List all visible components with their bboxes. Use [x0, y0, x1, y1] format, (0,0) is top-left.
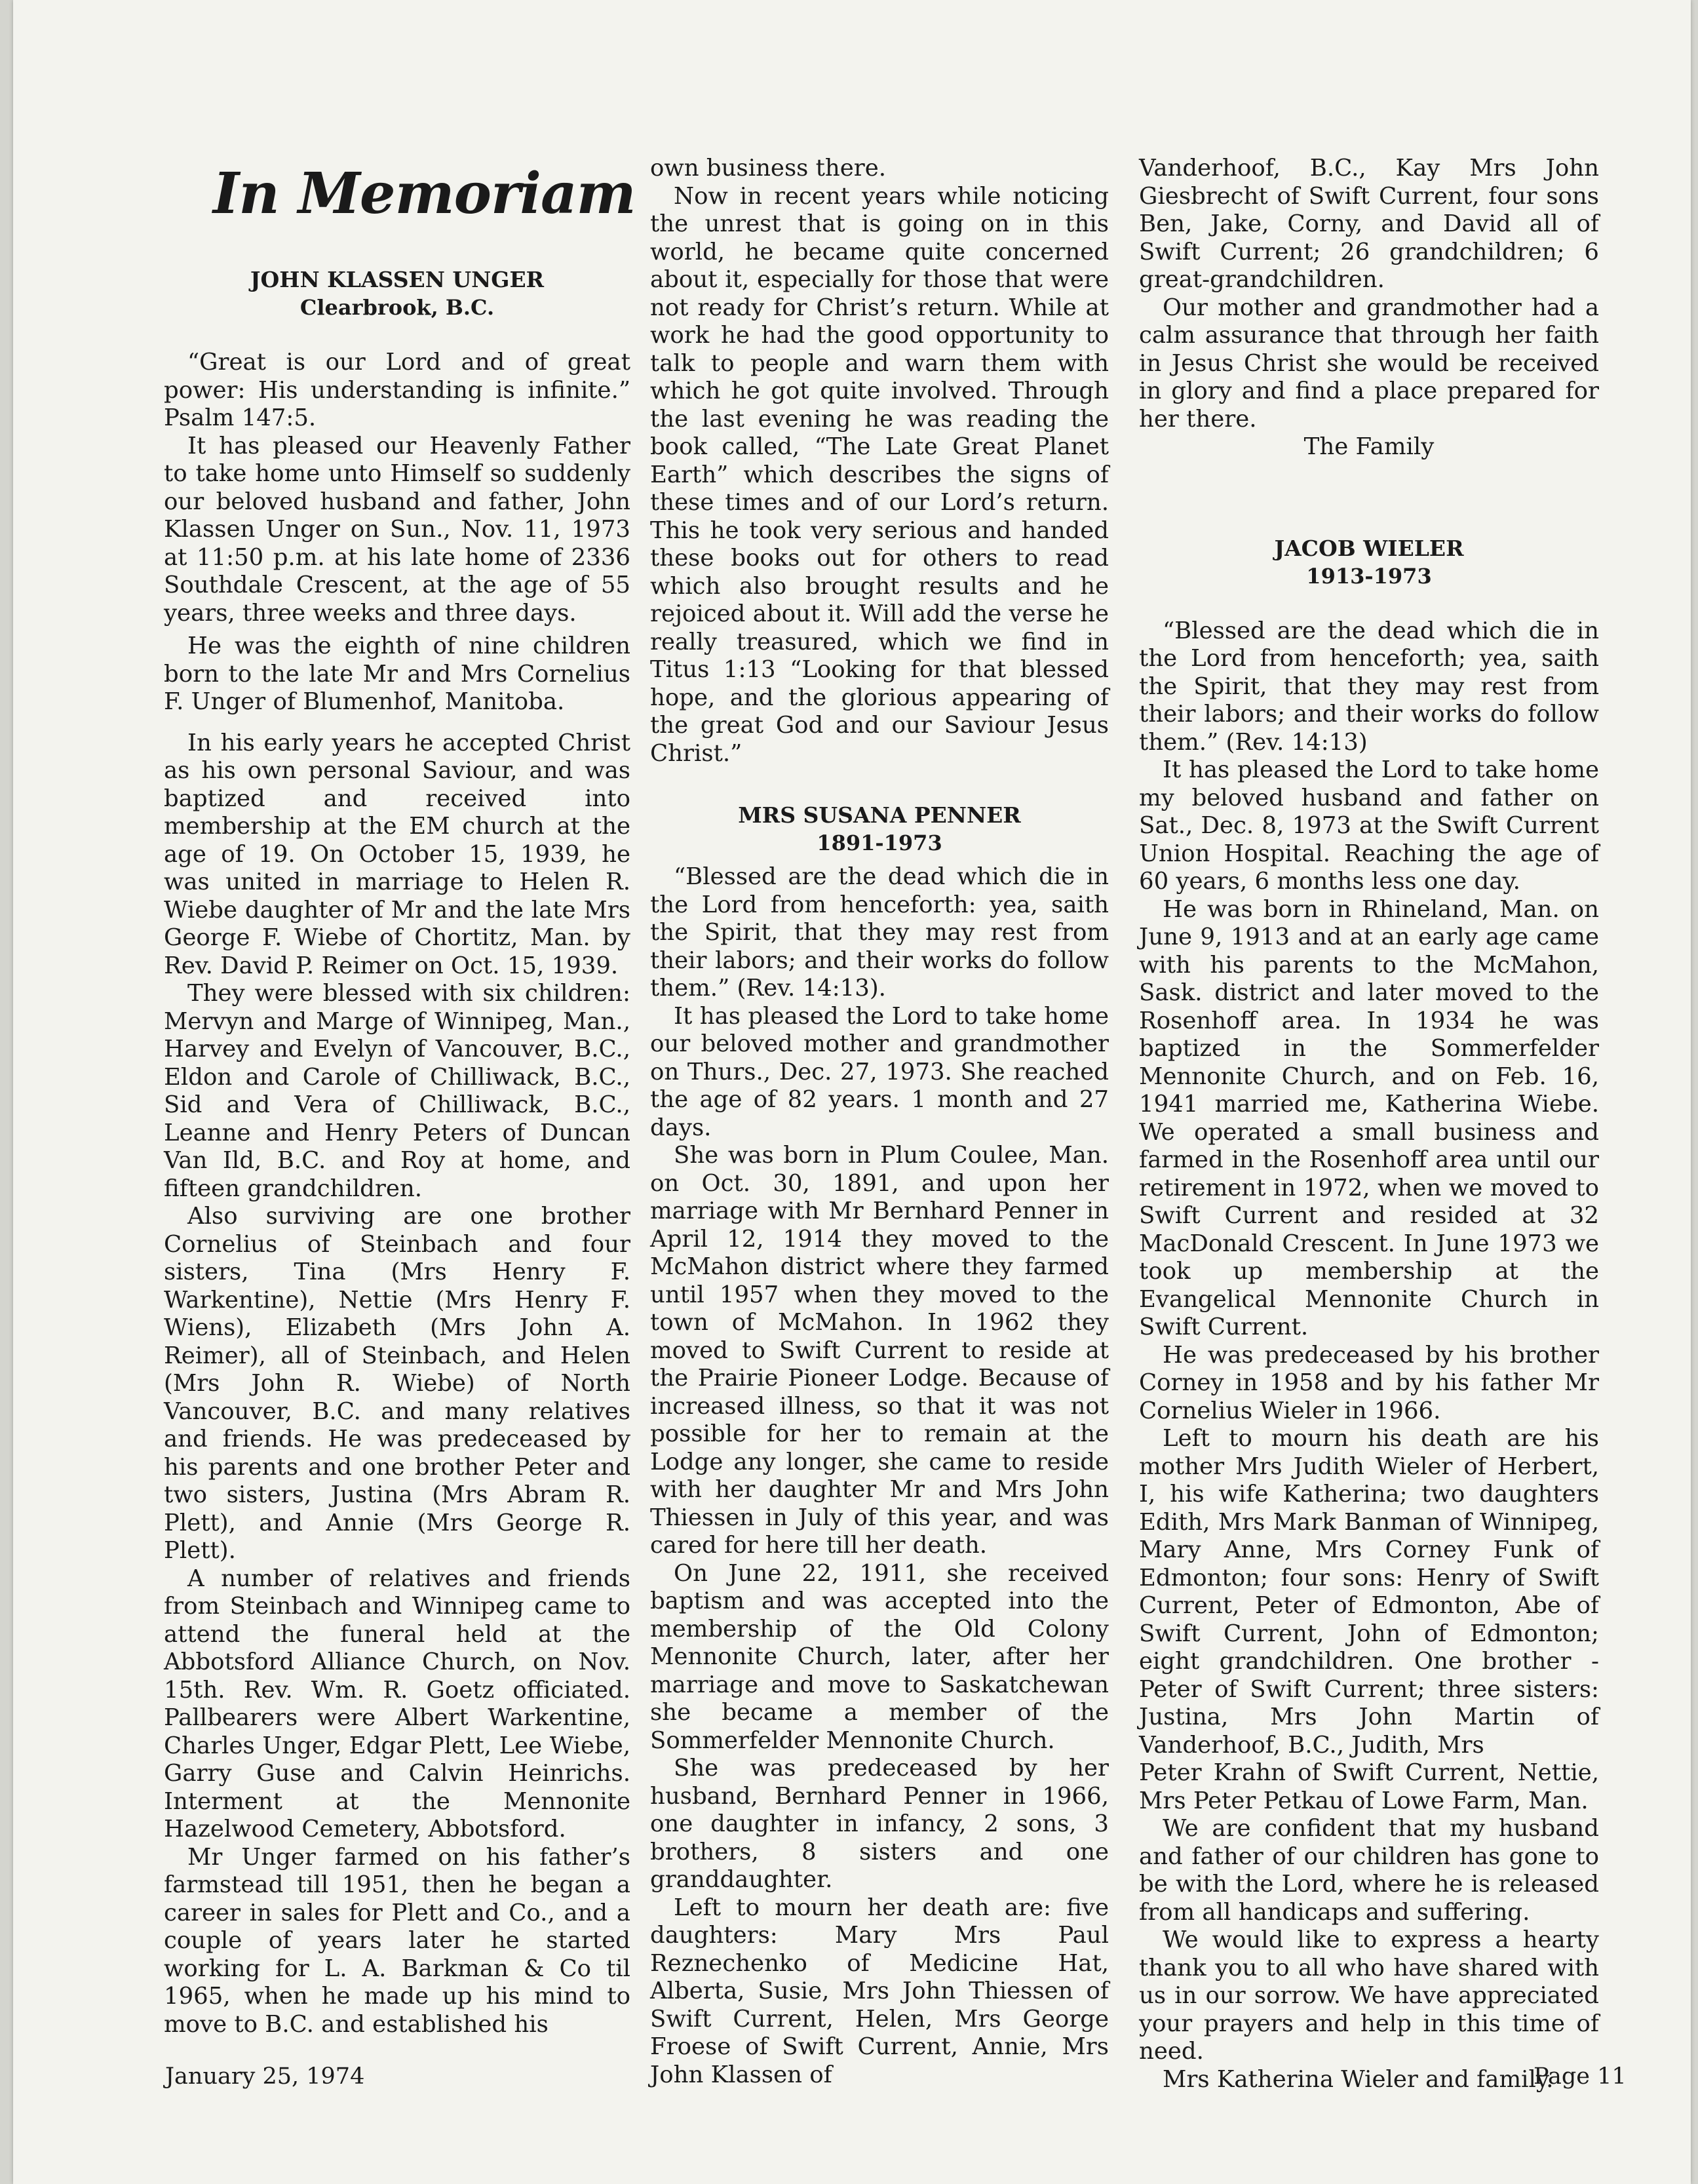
paragraph: Mr Unger farmed on his father’s farmstead till 1951, then he began a career in sales for Plett and Co., and a couple of years later he started working for L. A. Barkman & Co til 1965, when he made up his mind to move to B.C. and established his — [164, 1843, 630, 2038]
obituary-name: JOHN KLASSEN UNGER — [250, 267, 545, 292]
paragraph: “Great is our Lord and of great power: His understanding is infinite.” Psalm 147:5. — [164, 349, 630, 431]
paragraph: Our mother and grandmother had a calm assurance that through her faith in Jesus Christ she would be received in glory and find a place prepared for her there. — [1139, 294, 1599, 433]
paragraph: Left to mourn his death are his mother Mrs Judith Wieler of Herbert, I, his wife Katherina; two daughters Edith, Mrs Mark Banman of Winnipeg, Mary Anne, Mrs Corney Funk of Edmonton; four sons: Henry of Swift Current, Peter of Edmonton, Abe of Swift Current, John of Edmonton; eight grandchildren. One brother - Peter of Swift Current; three sisters: Justina, Mrs John Martin of Vanderhoof, B.C., Judith, Mrs — [1139, 1425, 1599, 1759]
paragraph: She was born in Plum Coulee, Man. on Oct. 30, 1891, and upon her marriage with Mr Bernhard Penner in April 12, 1914 they moved to the McMahon district where they farmed until 1957 when they moved to the town of McMahon. In 1962 they moved to Swift Current to reside at the Prairie Pioneer Lodge. Because of increased illness, so that it was not possible for her to remain at the Lodge any longer, she came to reside with her daughter Mr and Mrs John Thiessen in July of this year, and was cared for here till her death. — [650, 1142, 1109, 1559]
paragraph: He was the eighth of nine children born to the late Mr and Mrs Cornelius F. Unger of Blumenhof, Manitoba. — [164, 633, 630, 715]
paragraph: own business there. — [650, 155, 887, 182]
issue-date: January 25, 1974 — [165, 2063, 365, 2090]
paragraph: Left to mourn her death are: five daughters: Mary Mrs Paul Reznechenko of Medicine Hat, Alberta, Susie, Mrs John Thiessen of Swift Current, Helen, Mrs George Froese of Swift Current, Annie, Mrs John Klassen of — [650, 1894, 1109, 2088]
paragraph: We are confident that my husband and father of our children has gone to be with the Lord, where he is released from all handicaps and suffering. — [1139, 1815, 1599, 1926]
paragraph: Peter Krahn of Swift Current, Nettie, Mrs Peter Petkau of Lowe Farm, Man. — [1139, 1759, 1599, 1814]
obituary-name: JACOB WIELER — [1274, 535, 1464, 561]
paragraph: It has pleased the Lord to take home my beloved husband and father on Sat., Dec. 8, 1973 at the Swift Current Union Hospital. Reaching the age of 60 years, 6 months less one day. — [1139, 756, 1599, 895]
paragraph: It has pleased our Heavenly Father to take home unto Himself so suddenly our beloved husband and father, John Klassen Unger on Sun., Nov. 11, 1973 at 11:50 p.m. at his late home of 2336 Southdale Crescent, at the age of 55 years, three weeks and three days. — [164, 432, 630, 627]
paragraph: They were blessed with six children: Mervyn and Marge of Winnipeg, Man., Harvey and Evelyn of Vancouver, B.C., Eldon and Carole of Chilliwack, B.C., Sid and Vera of Chilliwack, B.C., Leanne and Henry Peters of Duncan Van Ild, B.C. and Roy at home, and fifteen grandchildren. — [164, 980, 630, 1202]
paragraph: It has pleased the Lord to take home our beloved mother and grandmother on Thurs., Dec. 27, 1973. She reached the age of 82 years. 1 month and 27 days. — [650, 1002, 1109, 1141]
page-title: In Memoriam — [213, 161, 636, 227]
column-3 — [1139, 155, 1599, 2094]
signature: Mrs Katherina Wieler and family. — [1163, 2065, 1554, 2093]
obituary-subtitle: 1913-1973 — [1306, 563, 1432, 589]
obituary-name: MRS SUSANA PENNER — [738, 802, 1021, 828]
column-2 — [650, 155, 1109, 2089]
paragraph: A number of relatives and friends from Steinbach and Winnipeg came to attend the funeral held at the Abbotsford Alliance Church, on Nov. 15th. Rev. Wm. R. Goetz officiated. Pallbearers were Albert Warkentine, Charles Unger, Edgar Plett, Lee Wiebe, Garry Guse and Calvin Heinrichs. Interment at the Mennonite Hazelwood Cemetery, Abbotsford. — [164, 1565, 630, 1843]
paragraph: “Blessed are the dead which die in the Lord from henceforth: yea, saith the Spirit, that they may rest from their labors; and their works do follow them.” (Rev. 14:13). — [650, 863, 1109, 1002]
paragraph: She was predeceased by her husband, Bernhard Penner in 1966, one daughter in infancy, 2 sons, 3 brothers, 8 sisters and one granddaughter. — [650, 1755, 1109, 1893]
paragraph: Vanderhoof, B.C., Kay Mrs John Giesbrecht of Swift Current, four sons Ben, Jake, Corny, and David all of Swift Current; 26 grandchildren; 6 great-grandchildren. — [1139, 155, 1599, 293]
paragraph: “Blessed are the dead which die in the Lord from henceforth; yea, saith the Spirit, that they may rest from their labors; and their works do follow them.” (Rev. 14:13) — [1139, 617, 1599, 756]
page-number: Page 11 — [1534, 2063, 1627, 2090]
obituary-subtitle: 1891-1973 — [817, 830, 942, 855]
paragraph: He was born in Rhineland, Man. on June 9, 1913 and at an early age came with his parents to the McMahon, Sask. district and later moved to the Rosenhoff area. In 1934 he was baptized in the Sommerfelder Mennonite Church, and on Feb. 16, 1941 married me, Katherina Wiebe. We operated a small business and farmed in the Rosenhoff area until our retirement in 1972, when we moved to Swift Current and resided at 32 MacDonald Crescent. In June 1973 we took up membership at the Evangelical Mennonite Church in Swift Current. — [1139, 895, 1599, 1340]
paragraph: Now in recent years while noticing the unrest that is going on in this world, he became quite concerned about it, especially for those that were not ready for Christ’s return. While at work he had the good opportunity to talk to people and warn them with which he got quite involved. Through the last evening he was reading the book called, “The Late Great Planet Earth” which describes the signs of these times and of our Lord’s return. This he took very serious and handed these books out for others to read which also brought results and he rejoiced about it. Will add the verse he really treasured, which we find in Titus 1:13 “Looking for that blessed hope, and the glorious appearing of the great God and our Saviour Jesus Christ.” — [650, 182, 1109, 767]
paragraph: He was predeceased by his brother Corney in 1958 and by his father Mr Cornelius Wieler in 1966. — [1139, 1341, 1599, 1424]
magazine-page — [13, 0, 1691, 2184]
paragraph: On June 22, 1911, she received baptism and was accepted into the membership of the Old Colony Mennonite Church, later, after her marriage and move to Saskatchewan she became a member of the Sommerfelder Mennonite Church. — [650, 1559, 1109, 1754]
signature: The Family — [1303, 433, 1435, 460]
paragraph: We would like to express a hearty thank you to all who have shared with us in our sorrow. We have appreciated your prayers and help in this time of need. — [1139, 1926, 1599, 2065]
column-1 — [164, 155, 630, 2038]
paragraph: In his early years he accepted Christ as his own personal Saviour, and was baptized and received into membership at the EM church at the age of 19. On October 15, 1939, he was united in marriage to Helen R. Wiebe daughter of Mr and the late Mrs George F. Wiebe of Chortitz, Man. by Rev. David P. Reimer on Oct. 15, 1939. — [164, 729, 630, 979]
obituary-subtitle: Clearbrook, B.C. — [299, 295, 495, 320]
paragraph: Also surviving are one brother Cornelius of Steinbach and four sisters, Tina (Mrs Henry F. Warkentine), Nettie (Mrs Henry F. Wiens), Elizabeth (Mrs John A. Reimer), all of Steinbach, and Helen (Mrs John R. Wiebe) of North Vancouver, B.C. and many relatives and friends. He was predeceased by his parents and one brother Peter and two sisters, Justina (Mrs Abram R. Plett), and Annie (Mrs George R. Plett). — [164, 1203, 630, 1564]
